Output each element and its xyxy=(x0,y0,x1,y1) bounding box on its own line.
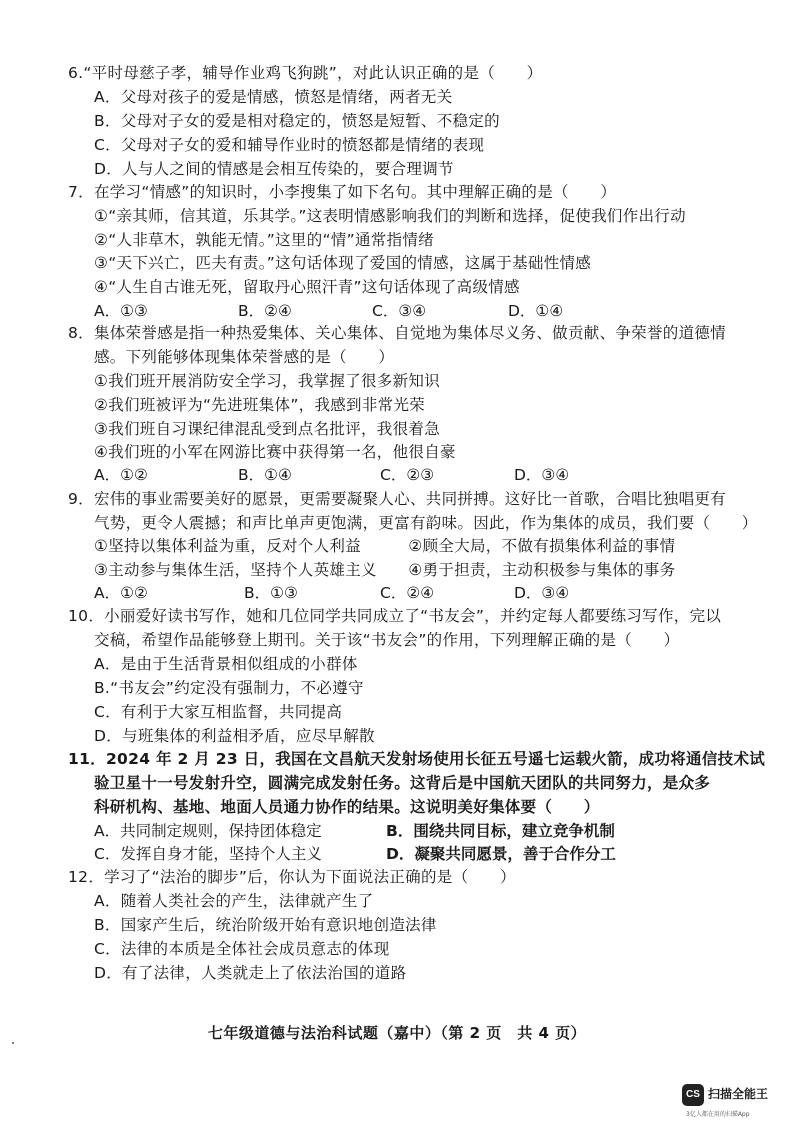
question-stem: 11．2024 年 2 月 23 日，我国在文昌航天发射场使用长征五号遥七运载火箭，成功将通信技术试 xyxy=(68,750,766,768)
statement-item: ③主动参与集体生活，坚持个人英雄主义 ④勇于担责，主动积极参与集体的事务 xyxy=(94,561,676,579)
option-line: D．有了法律，人类就走上了依法治国的道路 xyxy=(94,964,407,982)
statement-item: ③我们班自习课纪律混乱受到点名批评，我很着急 xyxy=(94,420,440,438)
question-stem: 12．学习了“法治的脚步”后，你认为下面说法正确的是（ ） xyxy=(68,868,516,886)
question-stem: 验卫星十一号发射升空，圆满完成发射任务。这背后是中国航天团队的共同努力，是众多 xyxy=(94,774,711,792)
question-stem: 交稿，希望作品能够登上期刊。关于该“书友会”的作用，下列理解正确的是（ ） xyxy=(94,631,680,649)
choice-c: C．②④ xyxy=(380,584,435,602)
option-line: B．国家产生后，统治阶级开始有意识地创造法律 xyxy=(94,916,437,934)
choice-a: A．①② xyxy=(94,584,148,602)
choice-b: B．②④ xyxy=(238,302,292,320)
camscanner-logo-icon: CS xyxy=(682,1084,704,1106)
question-stem: 7．在学习“情感”的知识时，小李搜集了如下名句。其中理解正确的是（ ） xyxy=(68,183,617,201)
statement-item: ④“人生自古谁无死，留取丹心照汗青”这句话体现了高级情感 xyxy=(94,278,520,296)
option-line: C．有利于大家互相监督，共同提高 xyxy=(94,703,343,721)
option-line: A．父母对孩子的爱是情感，愤怒是情绪，两者无关 xyxy=(94,88,453,106)
question-stem: 10．小丽爱好读书写作，她和几位同学共同成立了“书友会”，并约定每人都要练习写作，完以 xyxy=(68,607,722,625)
watermark-title: 扫描全能王 xyxy=(708,1087,769,1101)
choice-d: D．凝聚共同愿景，善于合作分工 xyxy=(386,845,616,863)
option-line: B.“书友会”约定没有强制力，不必遵守 xyxy=(94,679,364,697)
option-line: D．与班集体的利益相矛盾，应尽早解散 xyxy=(94,727,375,745)
question-stem: 6.“平时母慈子孝，辅导作业鸡飞狗跳”，对此认识正确的是（ ） xyxy=(68,64,543,82)
option-line: A．随着人类社会的产生，法律就产生了 xyxy=(94,892,374,910)
statement-item: ②“人非草木，孰能无情。”这里的“情”通常指情绪 xyxy=(94,231,434,249)
statement-item: ④我们班的小军在网游比赛中获得第一名，他很自豪 xyxy=(94,443,456,461)
choice-d: D．①④ xyxy=(508,302,564,320)
choice-a: A．①② xyxy=(94,466,148,484)
scanner-watermark xyxy=(682,1080,792,1118)
statement-item: ①“亲其师，信其道，乐其学。”这表明情感影响我们的判断和选择，促使我们作出行动 xyxy=(94,207,686,225)
option-line: D．人与人之间的情感是会相互传染的，要合理调节 xyxy=(94,160,454,178)
choice-a: A．①③ xyxy=(94,302,148,320)
choice-a: A．共同制定规则，保持团体稳定 xyxy=(94,822,322,840)
watermark-subtitle: 3亿人都在用的扫描App xyxy=(686,1111,750,1118)
question-stem: 科研机构、基地、地面人员通力协作的结果。这说明美好集体要（ ） xyxy=(94,798,600,816)
choice-b: B．①③ xyxy=(244,584,298,602)
statement-item: ①我们班开展消防安全学习，我掌握了很多新知识 xyxy=(94,372,440,390)
question-stem: 感。下列能够体现集体荣誉感的是（ ） xyxy=(94,348,395,366)
option-line: B．父母对子女的爱是相对稳定的，愤怒是短暂、不稳定的 xyxy=(94,112,500,130)
option-line: C．法律的本质是全体社会成员意志的体现 xyxy=(94,940,390,958)
option-line: C．父母对子女的爱和辅导作业时的愤怒都是情绪的表现 xyxy=(94,136,485,154)
choice-d: D．③④ xyxy=(514,584,570,602)
statement-item: ②我们班被评为“先进班集体”，我感到非常光荣 xyxy=(94,396,426,414)
choice-d: D．③④ xyxy=(514,466,570,484)
question-stem: 8．集体荣誉感是指一种热爱集体、关心集体、自觉地为集体尽义务、做贡献、争荣誉的道德情 xyxy=(68,324,726,342)
choice-b: B．围绕共同目标，建立竞争机制 xyxy=(386,822,615,840)
choice-c: C．发挥自身才能，坚持个人主义 xyxy=(94,845,322,863)
option-line: A．是由于生活背景相似组成的小群体 xyxy=(94,655,358,673)
statement-item: ①坚持以集体利益为重，反对个人利益 ②顾全大局，不做有损集体利益的事情 xyxy=(94,537,676,555)
choice-b: B．①④ xyxy=(238,466,292,484)
question-stem: 气势，更令人震撼；和声比单声更饱满，更富有韵味。因此，作为集体的成员，我们要（ ） xyxy=(94,514,758,532)
choice-c: C．③④ xyxy=(372,302,427,320)
question-stem: 9．宏伟的事业需要美好的愿景，更需要凝聚人心、共同拼搏。这好比一首歌，合唱比独唱更有 xyxy=(68,490,726,508)
page-footer: 七年级道德与法治科试题（嘉中）（第 2 页 共 4 页） xyxy=(207,1024,587,1042)
statement-item: ③“天下兴亡，匹夫有责。”这句话体现了爱国的情感，这属于基础性情感 xyxy=(94,254,592,272)
scan-speck xyxy=(12,1042,14,1044)
choice-c: C．②③ xyxy=(380,466,435,484)
